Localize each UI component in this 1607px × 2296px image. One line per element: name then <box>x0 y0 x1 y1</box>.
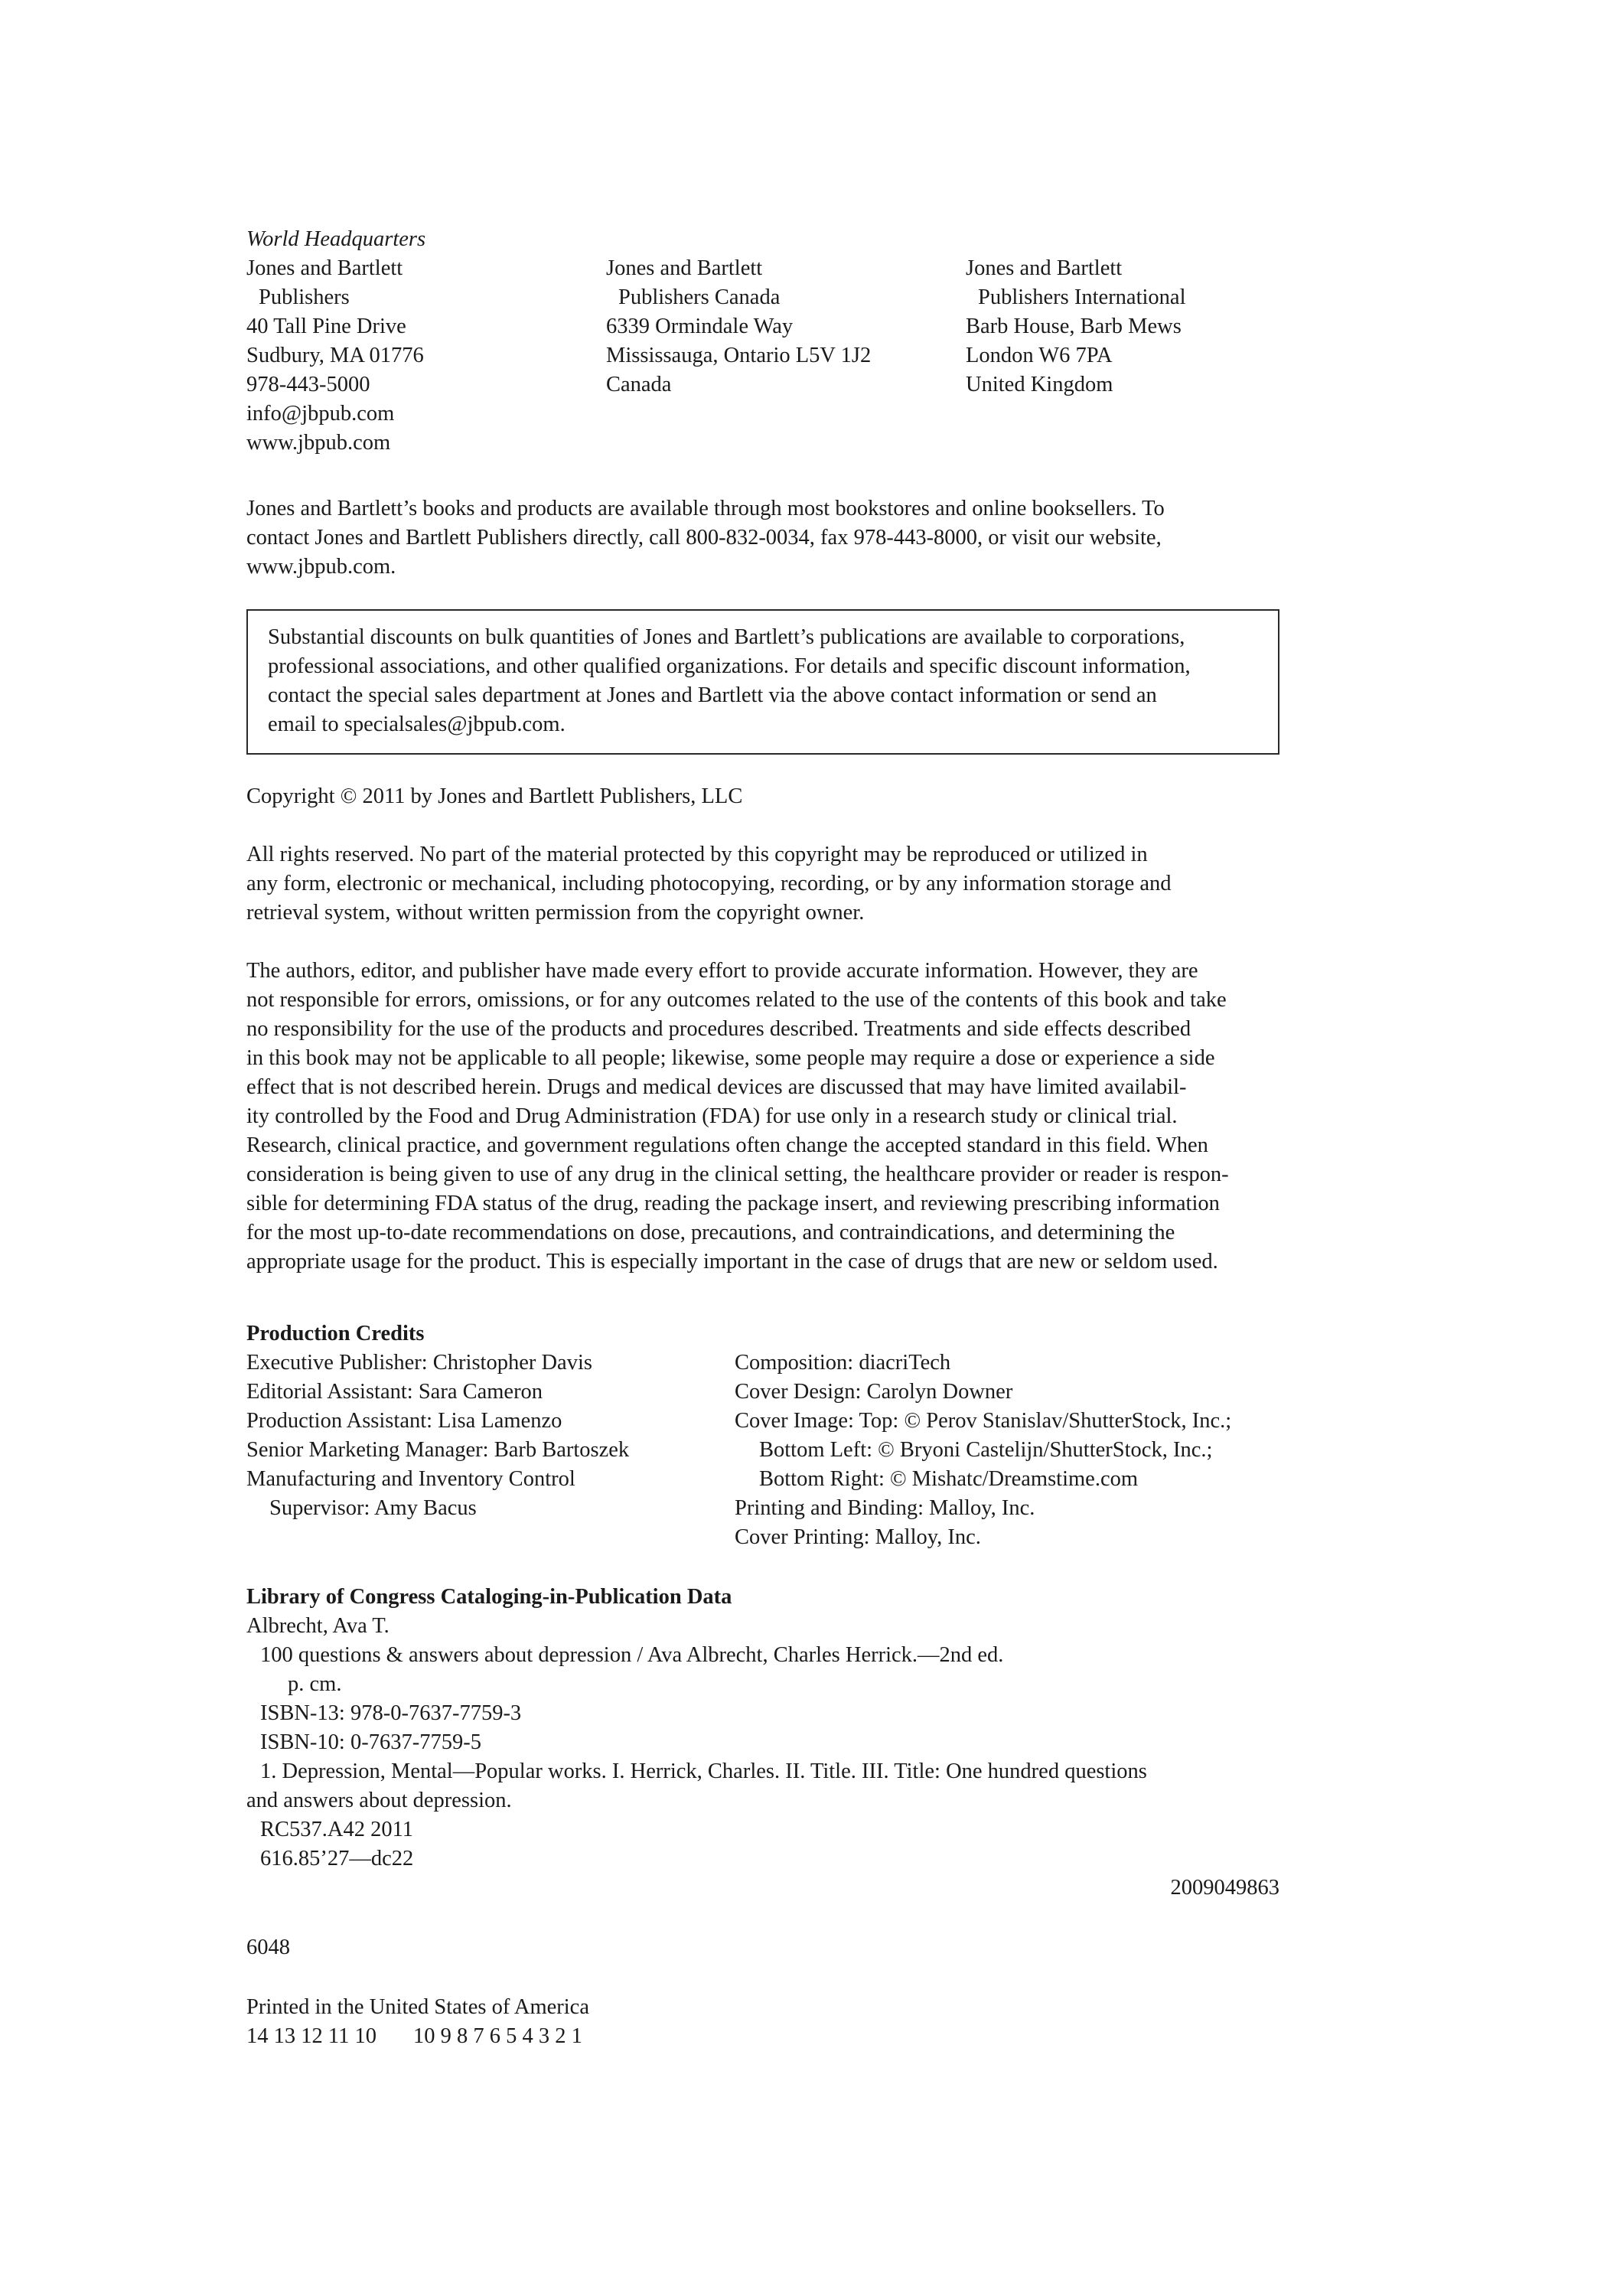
rights-paragraph <box>246 840 1279 928</box>
address-line: Publishers <box>259 285 350 309</box>
loc-isbn10: ISBN-10: 0-7637-7759-5 <box>260 1730 481 1754</box>
paragraph-line: effect that is not described herein. Drugs and medical devices are discussed that may have limited availabil- <box>246 1075 1187 1099</box>
paragraph-line: Research, clinical practice, and government regulations often change the accepted standard in this field. When <box>246 1133 1208 1157</box>
print-line <box>246 2022 1279 2051</box>
credit-line: Editorial Assistant: Sara Cameron <box>246 1380 543 1404</box>
copyright-page <box>246 225 1279 2051</box>
paragraph-line: not responsible for errors, omissions, or for any outcomes related to the use of the contents of this book and take <box>246 988 1227 1012</box>
credit-line: Bottom Left: © Bryoni Castelijn/ShutterStock, Inc.; <box>759 1438 1213 1462</box>
credits-heading: Production Credits <box>246 1322 425 1345</box>
address-us <box>246 225 425 458</box>
credit-line: Senior Marketing Manager: Barb Bartoszek <box>246 1438 630 1462</box>
print-years: 14 13 12 11 10 <box>246 2024 376 2048</box>
paragraph-line: consideration is being given to use of any drug in the clinical setting, the healthcare provider or reader is respon- <box>246 1163 1229 1186</box>
address-line: Jones and Bartlett <box>246 256 403 280</box>
loc-heading: Library of Congress Cataloging-in-Publication Data <box>246 1585 732 1609</box>
paragraph-line: The authors, editor, and publisher have made every effort to provide accurate information. However, they are <box>246 959 1198 983</box>
misc-number <box>246 1933 1279 1962</box>
hq-label: World Headquarters <box>246 227 426 251</box>
paragraph-line: for the most up-to-date recommendations on dose, precautions, and contraindications, and determining the <box>246 1221 1175 1244</box>
paragraph-line: retrieval system, without written permission from the copyright owner. <box>246 901 865 925</box>
address-line: Sudbury, MA 01776 <box>246 344 424 367</box>
credit-line: Supervisor: Amy Bacus <box>269 1496 477 1520</box>
cataloging-data <box>246 1583 1279 1903</box>
credits-left-column <box>246 1349 629 1523</box>
email: info@jbpub.com <box>246 402 395 426</box>
loc-dewey: 616.85’27—dc22 <box>260 1847 414 1870</box>
address-line: 40 Tall Pine Drive <box>246 315 406 338</box>
paragraph-line: Jones and Bartlett’s books and products are available through most bookstores and online booksellers. To <box>246 497 1165 520</box>
loc-subjects: 1. Depression, Mental—Popular works. I. Herrick, Charles. II. Title. III. Title: One hundred questions <box>260 1760 1147 1783</box>
paragraph-line: contact the special sales department at Jones and Bartlett via the above contact information or send an <box>268 683 1157 707</box>
printed-in: Printed in the United States of America <box>246 1995 589 2019</box>
loc-pages: p. cm. <box>288 1672 342 1696</box>
credit-line: Cover Printing: Malloy, Inc. <box>735 1525 981 1549</box>
phone: 978-443-5000 <box>246 373 370 396</box>
credits-right-column <box>735 1349 1231 1552</box>
address-line: Jones and Bartlett <box>966 256 1123 280</box>
loc-title: 100 questions & answers about depression / Ava Albrecht, Charles Herrick.—2nd ed. <box>260 1643 1004 1667</box>
copyright-notice <box>246 782 1279 811</box>
paragraph-line: www.jbpub.com. <box>246 555 396 579</box>
loc-author: Albrecht, Ava T. <box>246 1614 390 1638</box>
address-line: London W6 7PA <box>966 344 1113 367</box>
paragraph-line: appropriate usage for the product. This is especially important in the case of drugs that are new or seldom used. <box>246 1250 1218 1274</box>
loc-subjects-cont: and answers about depression. <box>246 1789 512 1812</box>
address-line: Canada <box>606 373 672 396</box>
website: www.jbpub.com <box>246 431 391 455</box>
address-line: United Kingdom <box>966 373 1113 396</box>
credit-line: Bottom Right: © Mishatc/Dreamstime.com <box>759 1467 1139 1491</box>
paragraph-line: no responsibility for the use of the products and procedures described. Treatments and side effects described <box>246 1017 1191 1041</box>
printing-info <box>246 1993 1279 2051</box>
paragraph-line: any form, electronic or mechanical, including photocopying, recording, or by any information storage and <box>246 872 1172 895</box>
credit-line: Printing and Binding: Malloy, Inc. <box>735 1496 1035 1520</box>
medical-disclaimer <box>246 957 1279 1277</box>
loc-isbn13: ISBN-13: 978-0-7637-7759-3 <box>260 1701 522 1725</box>
job-number: 6048 <box>246 1936 290 1959</box>
address-line: Barb House, Barb Mews <box>966 315 1182 338</box>
address-canada <box>606 254 871 400</box>
print-numbers: 10 9 8 7 6 5 4 3 2 1 <box>412 2024 582 2048</box>
credit-line: Cover Design: Carolyn Downer <box>735 1380 1013 1404</box>
address-line: Publishers Canada <box>618 285 781 309</box>
address-line: 6339 Ormindale Way <box>606 315 794 338</box>
paragraph-line: Substantial discounts on bulk quantities of Jones and Bartlett’s publications are available to corporations, <box>268 625 1185 649</box>
credit-line: Composition: diacriTech <box>735 1351 951 1375</box>
credit-line: Cover Image: Top: © Perov Stanislav/ShutterStock, Inc.; <box>735 1409 1232 1433</box>
paragraph-line: ity controlled by the Food and Drug Administration (FDA) for use only in a research study or clinical trial. <box>246 1104 1178 1128</box>
credit-line: Executive Publisher: Christopher Davis <box>246 1351 592 1375</box>
availability-paragraph <box>246 494 1279 582</box>
address-line: Jones and Bartlett <box>606 256 763 280</box>
address-international <box>966 254 1186 400</box>
paragraph-line: All rights reserved. No part of the material protected by this copyright may be reproduced or utilized in <box>246 843 1148 866</box>
production-credits <box>246 1319 1279 1554</box>
loc-call-number: RC537.A42 2011 <box>260 1818 414 1841</box>
address-line: Mississauga, Ontario L5V 1J2 <box>606 344 872 367</box>
publisher-addresses <box>246 225 1279 464</box>
paragraph-line: contact Jones and Bartlett Publishers directly, call 800-832-0034, fax 978-443-8000, or visit our website, <box>246 526 1162 550</box>
paragraph-line: in this book may not be applicable to all people; likewise, some people may require a dose or experience a side <box>246 1046 1215 1070</box>
copyright-line: Copyright © 2011 by Jones and Bartlett Publishers, LLC <box>246 784 743 808</box>
address-line: Publishers International <box>978 285 1186 309</box>
credit-line: Manufacturing and Inventory Control <box>246 1467 575 1491</box>
paragraph-line: email to specialsales@jbpub.com. <box>268 713 566 736</box>
loc-lccn: 2009049863 <box>1170 1876 1279 1900</box>
paragraph-line: professional associations, and other qualified organizations. For details and specific discount information, <box>268 654 1191 678</box>
bulk-discount-box <box>246 609 1279 755</box>
paragraph-line: sible for determining FDA status of the drug, reading the package insert, and reviewing prescribing information <box>246 1192 1220 1215</box>
credit-line: Production Assistant: Lisa Lamenzo <box>246 1409 562 1433</box>
